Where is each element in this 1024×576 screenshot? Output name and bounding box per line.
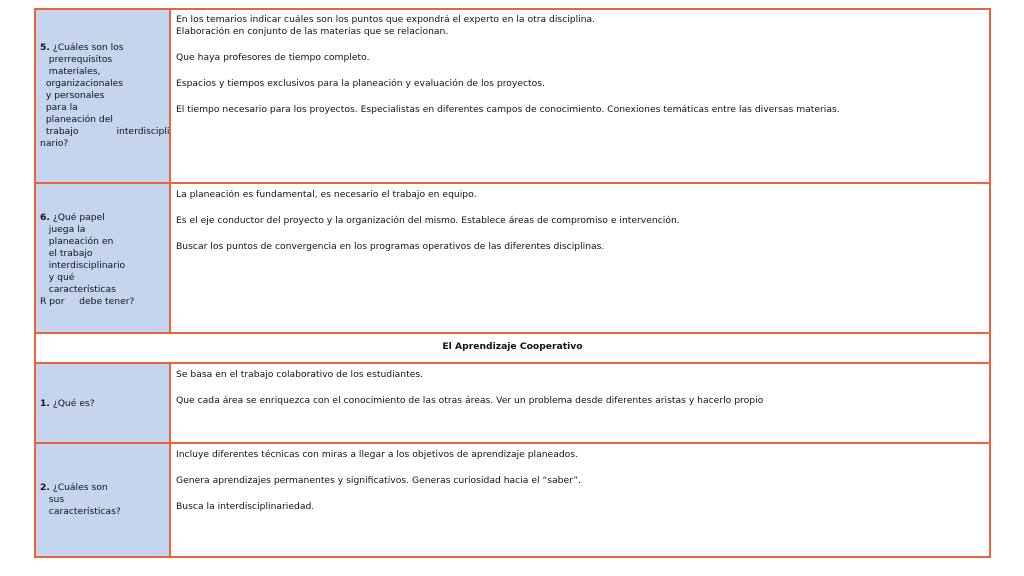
table-row: [35, 183, 990, 333]
question-cell: [35, 183, 170, 333]
answer-cell: [170, 9, 990, 183]
table-row: [35, 9, 990, 183]
answer-cell: [170, 183, 990, 333]
question-cell: [35, 9, 170, 183]
section-header: El Aprendizaje Cooperativo: [442, 341, 583, 352]
question-5: 5. ¿Cuáles son los prerrequisitos materiales, organizacionales y personales para la planeación del trabajo interdiscipli nario?: [40, 42, 170, 149]
answer-cell: [170, 363, 990, 443]
answer-1: Se basa en el trabajo colaborativo de los estudiantes. Que cada área se enriquezca con el conocimiento de las otras áreas. Ver un problema desde diferentes aristas y hacerlo propio: [176, 369, 764, 406]
question-cell: [35, 363, 170, 443]
answer-2: Incluye diferentes técnicas con miras a llegar a los objetivos de aprendizaje planeados. Genera aprendizajes permanentes y significativos. Generas curiosidad hacia el “saber”. Busca la interdisciplinariedad.: [176, 449, 581, 512]
section-header-cell: [35, 333, 990, 363]
table-row: [35, 443, 990, 557]
answer-cell: [170, 443, 990, 557]
curriculum-table: [34, 8, 991, 558]
table-row: [35, 363, 990, 443]
section-header-row: [35, 333, 990, 363]
question-2: 2. ¿Cuáles son sus características?: [40, 482, 121, 517]
question-6: 6. ¿Qué papel juega la planeación en el trabajo interdisciplinario y qué características R por debe tener?: [40, 212, 135, 307]
question-1: 1. ¿Qué es?: [40, 398, 95, 409]
answer-5: En los temarios indicar cuáles son los puntos que expondrá el experto en la otra disciplina. Elaboración en conjunto de las materias que se relacionan. Que haya profesores de tiempo completo. Espacios y tiempos exclusivos para la planeación y evaluación de los proyectos. El tiempo necesario para los proyectos. Especialistas en diferentes campos de conocimiento. Conexiones temáticas entre las diversas materias.: [176, 14, 840, 115]
answer-6: La planeación es fundamental, es necesario el trabajo en equipo. Es el eje conductor del proyecto y la organización del mismo. Establece áreas de compromiso e intervención. Buscar los puntos de convergencia en los programas operativos de las diferentes disciplinas.: [176, 189, 680, 252]
question-cell: [35, 443, 170, 557]
